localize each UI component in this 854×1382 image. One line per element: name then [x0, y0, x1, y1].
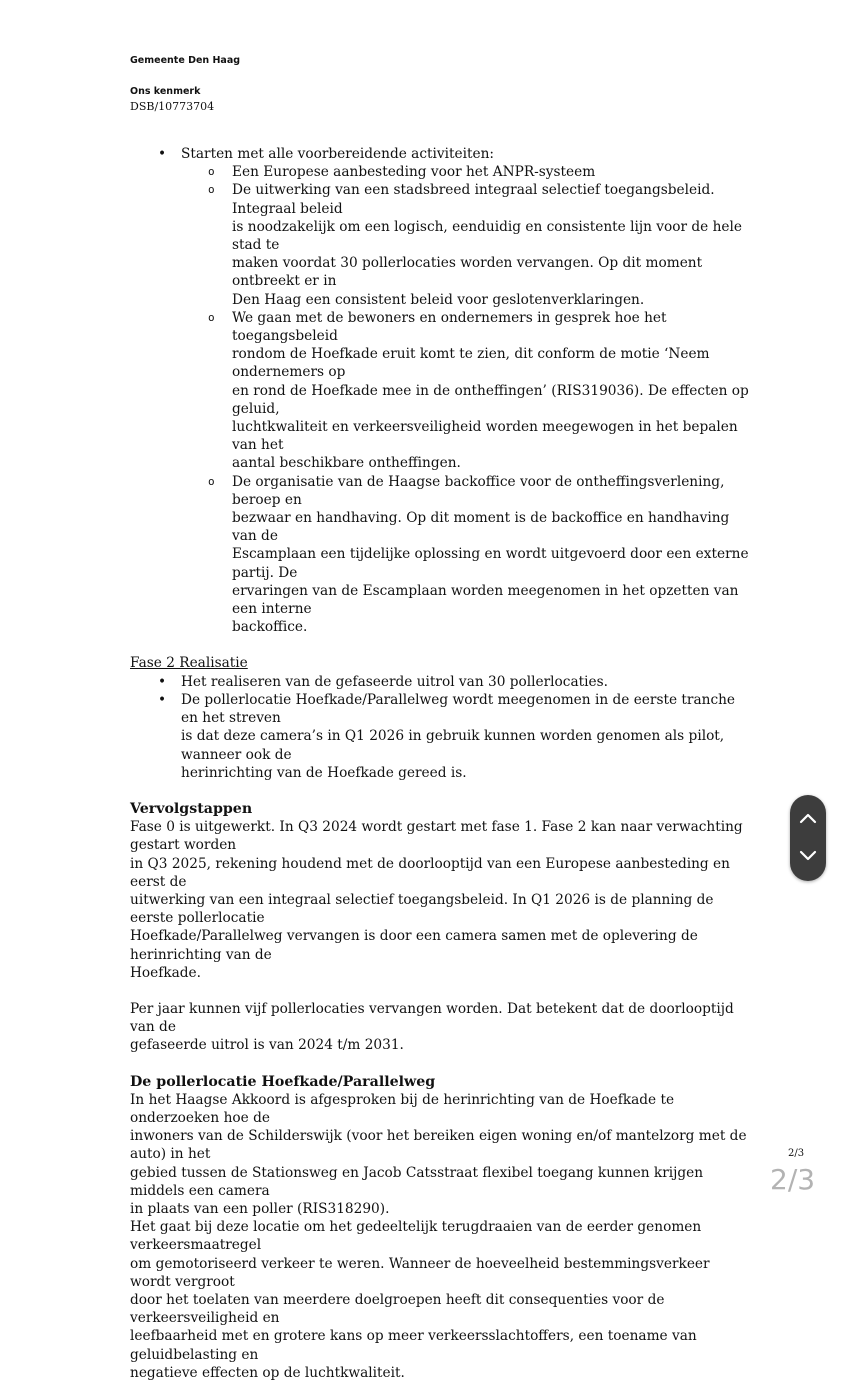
- bullet-item: [130, 691, 750, 782]
- sub-bullet-glyph: o: [208, 310, 215, 324]
- text-line: backoffice.: [232, 619, 308, 636]
- text-line: aantal beschikbare ontheffingen.: [232, 455, 461, 472]
- text-line: in Q3 2025, rekening houdend met de doorlooptijd van een Europese aanbesteding en eerst de: [130, 855, 730, 890]
- text-line: herinrichting van de Hoefkade gereed is.: [181, 764, 467, 781]
- text-line: maken voordat 30 pollerlocaties worden vervangen. Op dit moment ontbreekt er in: [232, 255, 703, 290]
- text-line: en rond de Hoefkade mee in de ontheffingen’ (RIS319036). De effecten op geluid,: [232, 382, 749, 417]
- text-line: is noodzakelijk om een logisch, eenduidig en consistente lijn voor de hele stad te: [232, 218, 743, 254]
- text-line: Hoefkade/Parallelweg vervangen is door een camera samen met de oplevering de herinrichting van de: [130, 928, 698, 963]
- bullet-item: [130, 145, 750, 163]
- sub-list-item: [130, 181, 750, 308]
- sub-bullet-glyph: o: [208, 165, 215, 179]
- reference-value: DSB/10773704: [130, 100, 215, 113]
- page-indicator: 2/3: [770, 1163, 816, 1196]
- text-line: Per jaar kunnen vijf pollerlocaties vervangen worden. Dat betekent dat de doorlooptijd van de: [130, 1000, 734, 1036]
- vervolg-paragraph-1: [130, 818, 750, 982]
- bullet-glyph: •: [158, 146, 167, 162]
- fase2-list: [130, 673, 750, 782]
- text-line: We gaan met de bewoners en ondernemers in gesprek hoe het toegangsbeleid: [232, 309, 667, 345]
- document-body: [130, 145, 750, 1382]
- page-navigation: [790, 795, 826, 881]
- bullet-text: Starten met alle voorbereidende activiteiten:: [181, 146, 494, 162]
- next-page-button[interactable]: [790, 838, 826, 874]
- text-line: Een Europese aanbesteding voor het ANPR-systeem: [232, 164, 596, 181]
- text-line: Het gaat bij deze locatie om het gedeeltelijk terugdraaien van de eerder genomen verkeersmaatregel: [130, 1219, 702, 1254]
- text-line: Escamplaan een tijdelijke oplossing en wordt uitgevoerd door een externe partij. De: [232, 546, 749, 581]
- bullet-glyph: •: [158, 691, 167, 708]
- chevron-up-icon: [799, 812, 817, 826]
- sub-list-item: [130, 309, 750, 473]
- text-line: De pollerlocatie Hoefkade/Parallelweg wordt meegenomen in de eerste tranche en het streven: [181, 691, 736, 727]
- text-line: De organisatie van de Haagse backoffice voor de ontheffingsverlening, beroep en: [232, 473, 725, 508]
- text-line: In het Haagse Akkoord is afgesproken bij de herinrichting van de Hoefkade te onderzoeken hoe de: [130, 1091, 675, 1126]
- text-line: Den Haag een consistent beleid voor geslotenverklaringen.: [232, 291, 645, 308]
- text-line: door het toelaten van meerdere doelgroepen heeft dit consequenties voor de verkeersveiligheid en: [130, 1291, 665, 1327]
- sub-bullet-glyph: o: [208, 474, 215, 488]
- text-line: ervaringen van de Escamplaan worden meegenomen in het opzetten van een interne: [232, 582, 739, 618]
- text-line: Hoefkade.: [130, 964, 202, 981]
- fase2-title: Fase 2 Realisatie: [130, 655, 248, 672]
- text-line: in plaats van een poller (RIS318290).: [130, 1200, 390, 1217]
- text-line: luchtkwaliteit en verkeersveiligheid worden meegewogen in het bepalen van het: [232, 419, 738, 454]
- chevron-down-icon: [799, 848, 817, 862]
- sub-list: [130, 163, 750, 636]
- text-line: om gemotoriseerd verkeer te weren. Wanneer de hoeveelheid bestemmingsverkeer wordt vergroot: [130, 1255, 710, 1290]
- poller-paragraph-1: [130, 1091, 750, 1218]
- organization-name: Gemeente Den Haag: [130, 55, 241, 66]
- text-line: bezwaar en handhaving. Op dit moment is de backoffice en handhaving van de: [232, 510, 730, 545]
- reference-label: Ons kenmerk: [130, 86, 201, 97]
- text-line: is dat deze camera’s in Q1 2026 in gebruik kunnen worden genomen als pilot, wanneer ook de: [181, 728, 725, 763]
- previous-page-button[interactable]: [790, 802, 826, 838]
- text-line: inwoners van de Schilderswijk (voor het bereiken eigen woning en/of mantelzorg met de auto) in het: [130, 1128, 747, 1163]
- text-line: negatieve effecten op de luchtkwaliteit.: [130, 1364, 405, 1381]
- sub-list-item: [130, 163, 750, 181]
- text-line: Fase 0 is uitgewerkt. In Q3 2024 wordt gestart met fase 1. Fase 2 kan naar verwachting gestart worden: [130, 819, 743, 854]
- vervolg-paragraph-2: [130, 1000, 750, 1055]
- vervolg-heading: Vervolgstappen: [130, 800, 253, 817]
- poller-paragraph-2: [130, 1218, 750, 1382]
- text-line: De uitwerking van een stadsbreed integraal selectief toegangsbeleid. Integraal beleid: [232, 182, 715, 217]
- poller-heading: De pollerlocatie Hoefkade/Parallelweg: [130, 1073, 436, 1090]
- text-line: gefaseerde uitrol is van 2024 t/m 2031.: [130, 1037, 404, 1054]
- text-line: gebied tussen de Stationsweg en Jacob Catsstraat flexibel toegang kunnen krijgen middels een camera: [130, 1164, 704, 1199]
- text-line: leefbaarheid met en grotere kans op meer verkeersslachtoffers, een toename van geluidbelasting en: [130, 1328, 697, 1363]
- text-line: uitwerking van een integraal selectief toegangsbeleid. In Q1 2026 is de planning de eerste pollerlocatie: [130, 891, 714, 927]
- bullet-glyph: •: [158, 673, 167, 690]
- sub-list-item: [130, 473, 750, 637]
- text-line: Het realiseren van de gefaseerde uitrol van 30 pollerlocaties.: [181, 673, 608, 690]
- page-number: 2/3: [788, 1148, 805, 1159]
- text-line: rondom de Hoefkade eruit komt te zien, dit conform de motie ‘Neem ondernemers op: [232, 346, 710, 381]
- bullet-item: [130, 673, 750, 691]
- sub-bullet-glyph: o: [208, 183, 215, 197]
